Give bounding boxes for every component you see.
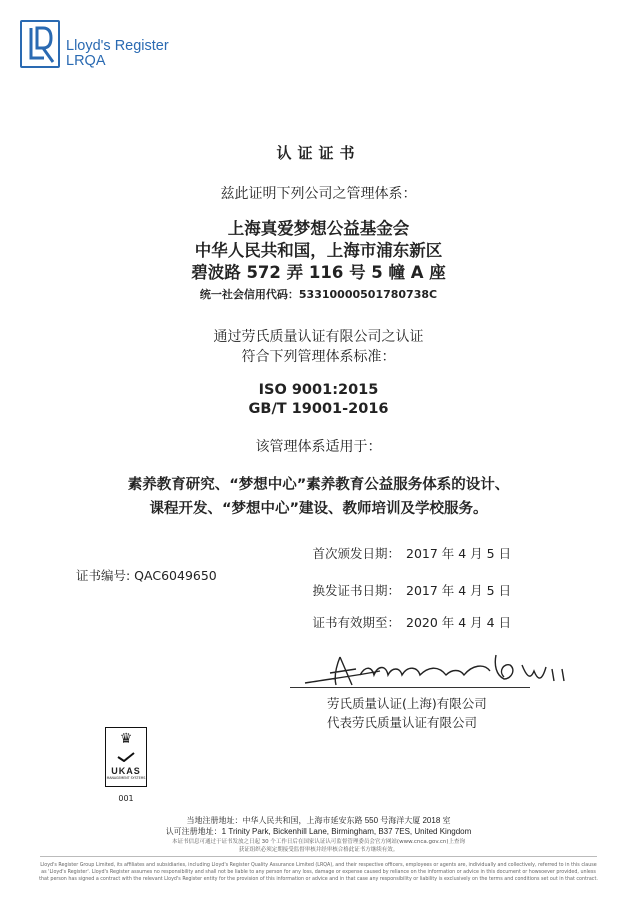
brand-line2: LRQA bbox=[66, 53, 106, 69]
signatory-org2: 代表劳氏质量认证有限公司 bbox=[327, 715, 478, 730]
certified-by-text: 通过劳氏质量认证有限公司之认证 bbox=[213, 329, 424, 345]
date-row-reissue bbox=[304, 581, 511, 599]
credit-code: 统一社会信用代码：53310000501780738C bbox=[199, 288, 438, 301]
conforms-text: 符合下列管理体系标准： bbox=[241, 349, 396, 365]
ukas-number: 001 bbox=[118, 794, 134, 803]
lr-logo-icon bbox=[20, 20, 60, 68]
certificate-title: 认证证书 bbox=[276, 144, 361, 162]
scope-line2: 课程开发、“梦想中心”建设、教师培训及学校服务。 bbox=[149, 501, 488, 517]
date-row-expiry bbox=[304, 613, 511, 631]
ukas-sub: MANAGEMENT SYSTEMS bbox=[106, 776, 146, 780]
company-name: 上海真爱梦想公益基金会 bbox=[227, 219, 410, 238]
date-value: 2017 年 4 月 5 日 bbox=[406, 583, 512, 598]
standard-iso: ISO 9001:2015 bbox=[258, 382, 379, 398]
crown-icon: ♛ bbox=[119, 731, 133, 747]
local-address: 当地注册地址：中华人民共和国，上海市延安东路 550 号海洋大厦 2018 室 bbox=[186, 816, 451, 825]
tick-icon bbox=[116, 752, 136, 762]
validity-note: 获证组织必须定期接受监督审核并经审核合格此证书方继续有效。 bbox=[238, 847, 399, 853]
signature-line bbox=[290, 687, 530, 688]
scope-line1: 素养教育研究、“梦想中心”素养教育公益服务体系的设计、 bbox=[127, 477, 510, 493]
intro-text: 兹此证明下列公司之管理体系： bbox=[220, 186, 417, 202]
standard-gbt: GB/T 19001-2016 bbox=[248, 401, 389, 417]
company-address-line1: 中华人民共和国，上海市浦东新区 bbox=[194, 241, 443, 260]
date-label: 换发证书日期： bbox=[312, 583, 400, 598]
company-address-line2: 碧波路 572 弄 116 号 5 幢 A 座 bbox=[191, 263, 446, 282]
disclaimer-line2: as 'Lloyd's Register'. Lloyd's Register assumes no responsibility and shall not be liable to any person for any loss, damage or expense caused by reliance on the information or advice in this document or howsoever provided, unless bbox=[41, 870, 596, 875]
date-row-first-issue bbox=[304, 544, 511, 562]
brand-name bbox=[66, 39, 169, 69]
certificate-number: 证书编号: QAC6049650 bbox=[76, 568, 217, 583]
ukas-name: UKAS bbox=[111, 766, 141, 776]
footer-divider bbox=[40, 856, 597, 857]
disclaimer-line3: that person has signed a contract with the relevant Lloyd's Register entity for the provision of this information or advice and in that case any responsibility or liability is exclusively on the terms and conditions set out in that contract. bbox=[39, 877, 598, 882]
verification-note: 本证书信息可通过于证书发放之日起 30 个工作日后在国家认证认可监督管理委员会官方网站(www.cnca.gov.cn)上查询 bbox=[171, 839, 466, 845]
ukas-mark bbox=[105, 727, 147, 787]
applies-to-text: 该管理体系适用于： bbox=[255, 439, 382, 455]
signatory-org1: 劳氏质量认证(上海)有限公司 bbox=[327, 696, 487, 711]
date-label: 证书有效期至： bbox=[312, 615, 400, 630]
signature-icon bbox=[300, 645, 590, 691]
disclaimer-line1: Lloyd's Register Group Limited, its affiliates and subsidiaries, including Lloyd's Register Quality Assurance Limited (LRQA), and their respective officers, employees or agents are, individually and collectively, referred to in this clause bbox=[40, 863, 597, 868]
date-label: 首次颁发日期： bbox=[312, 546, 400, 561]
registered-address: 认可注册地址：1 Trinity Park, Bickenhill Lane, Birmingham, B37 7ES, United Kingdom bbox=[165, 827, 472, 836]
brand-line1: Lloyd's Register bbox=[66, 38, 169, 54]
date-value: 2020 年 4 月 4 日 bbox=[406, 615, 512, 630]
date-value: 2017 年 4 月 5 日 bbox=[406, 546, 512, 561]
